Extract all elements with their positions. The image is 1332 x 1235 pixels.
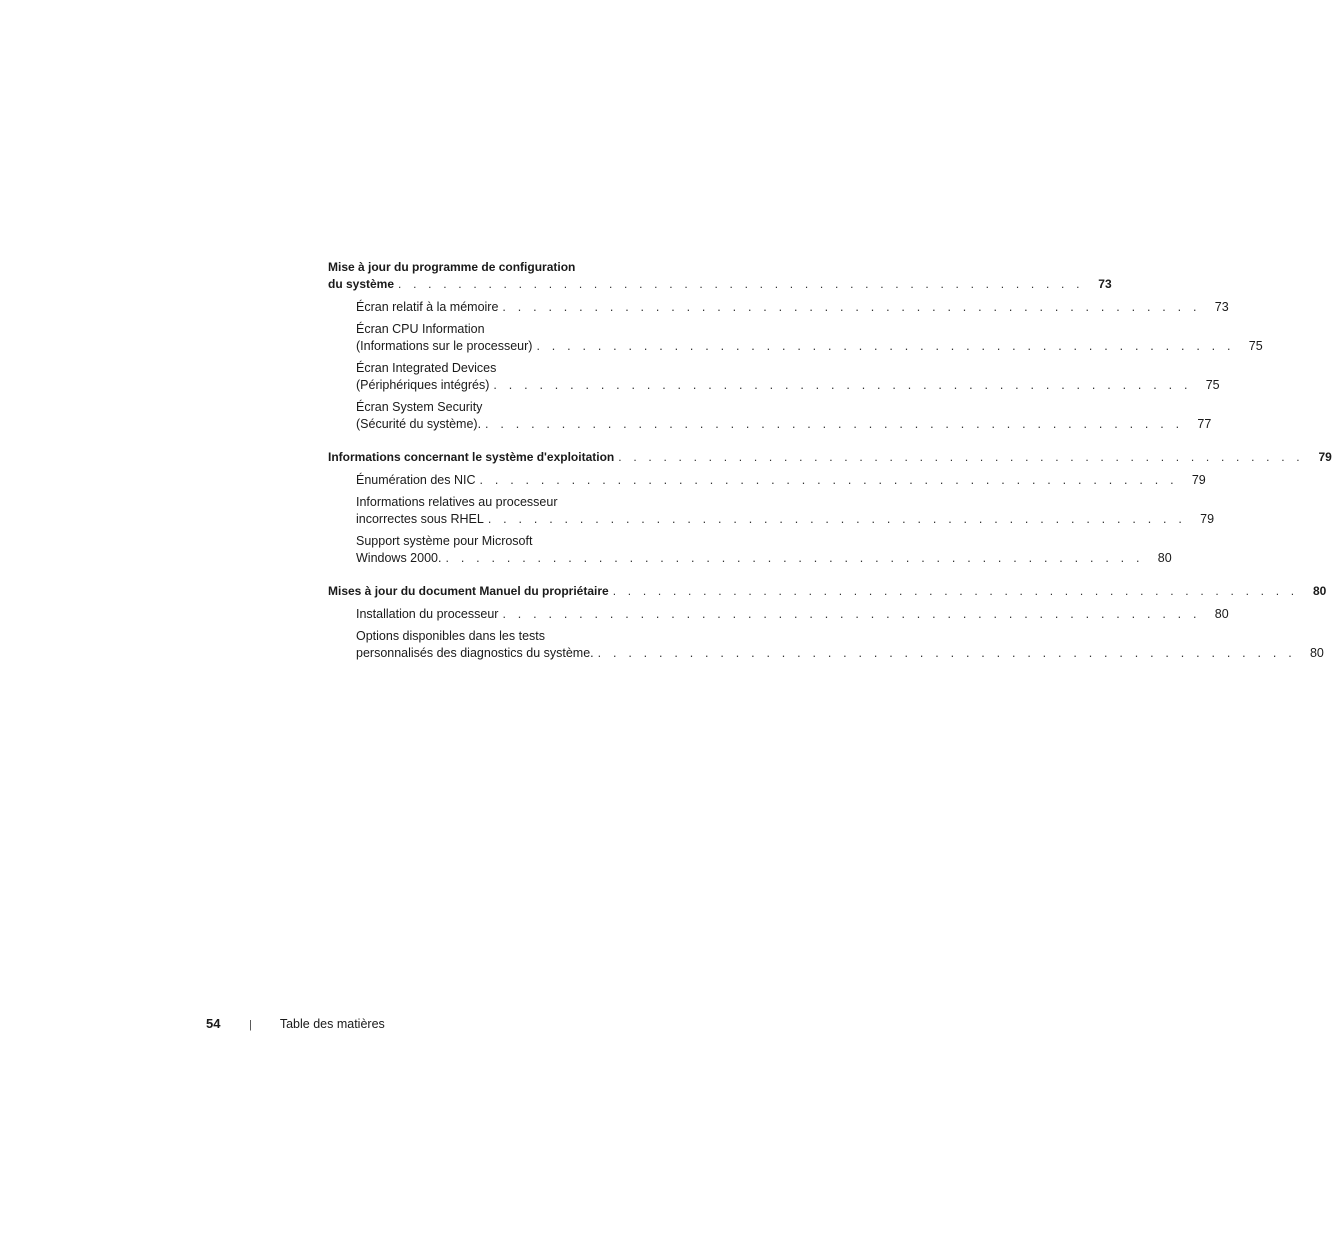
toc-entry-sub[interactable] bbox=[328, 360, 1220, 394]
toc-entry-sub[interactable] bbox=[328, 606, 1229, 623]
footer-title: Table des matières bbox=[279, 1017, 385, 1031]
footer-page-number: 54 bbox=[206, 1016, 221, 1031]
dot-leader: . . . . . . . . . . . . . . . . . . . . . . . . . . . . . . . . . . . . . . . . . . . . . . bbox=[536, 339, 1235, 353]
toc-entry-title: Windows 2000. bbox=[356, 551, 442, 565]
dot-leader: . . . . . . . . . . . . . . . . . . . . . . . . . . . . . . . . . . . . . . . . . . . . . . bbox=[612, 584, 1299, 598]
toc-page-number: 79 bbox=[1191, 473, 1206, 487]
dot-leader: . . . . . . . . . . . . . . . . . . . . . . . . . . . . . . . . . . . . . . . . . . . . . . bbox=[445, 551, 1144, 565]
toc-entry-main[interactable] bbox=[328, 259, 1112, 293]
toc-entry-sub[interactable] bbox=[328, 494, 1215, 528]
toc-entry-title-line1: Écran System Security bbox=[356, 400, 483, 414]
toc-page-number: 80 bbox=[1214, 607, 1229, 621]
toc-entry-title: incorrectes sous RHEL bbox=[356, 512, 484, 526]
toc-entry-title: du système bbox=[328, 277, 395, 291]
toc-page-number: 75 bbox=[1248, 339, 1263, 353]
dot-leader: . . . . . . . . . . . . . . . . . . . . . . . . . . . . . . . . . . . . . . . . . . . . . . bbox=[398, 277, 1084, 291]
toc-page-number: 73 bbox=[1214, 300, 1229, 314]
toc-entry-sub[interactable] bbox=[328, 321, 1263, 355]
page-footer bbox=[206, 1015, 385, 1034]
toc-entry-title-line1: Informations relatives au processeur bbox=[356, 495, 558, 509]
toc-entry-main[interactable] bbox=[328, 449, 1332, 466]
footer-separator: | bbox=[249, 1019, 252, 1031]
toc-entry-title: Énumération des NIC bbox=[356, 473, 476, 487]
toc-entry-title-line1: Support système pour Microsoft bbox=[356, 534, 533, 548]
dot-leader: . . . . . . . . . . . . . . . . . . . . . . . . . . . . . . . . . . . . . . . . . . . . . . bbox=[487, 512, 1187, 526]
toc-entry-title: Mises à jour du document Manuel du propriétaire bbox=[328, 584, 609, 598]
toc-entry-title: Écran relatif à la mémoire bbox=[356, 300, 499, 314]
toc-entry-title: (Périphériques intégrés) bbox=[356, 378, 490, 392]
toc-entry-title: Informations concernant le système d'exploitation bbox=[328, 450, 615, 464]
dot-leader: . . . . . . . . . . . . . . . . . . . . . . . . . . . . . . . . . . . . . . . . . . . . . . bbox=[485, 417, 1184, 431]
toc-entry-title: (Informations sur le processeur) bbox=[356, 339, 533, 353]
toc-page-number: 79 bbox=[1318, 450, 1332, 464]
toc-entry-title-line1: Écran CPU Information bbox=[356, 322, 485, 336]
toc-page-number: 73 bbox=[1098, 277, 1112, 291]
dot-leader: . . . . . . . . . . . . . . . . . . . . . . . . . . . . . . . . . . . . . . . . . . . . . . bbox=[479, 473, 1178, 487]
toc-entry-title-line1: Options disponibles dans les tests bbox=[356, 629, 545, 643]
dot-leader: . . . . . . . . . . . . . . . . . . . . . . . . . . . . . . . . . . . . . . . . . . . . . . bbox=[493, 378, 1192, 392]
toc-section bbox=[328, 449, 1332, 567]
toc-entry-sub[interactable] bbox=[328, 472, 1206, 489]
toc-page-number: 80 bbox=[1157, 551, 1172, 565]
toc-entry-title: Installation du processeur bbox=[356, 607, 499, 621]
toc-entry-title: personnalisés des diagnostics du système. bbox=[356, 646, 594, 660]
toc-entry-sub[interactable] bbox=[328, 628, 1324, 662]
table-of-contents bbox=[328, 259, 1332, 678]
toc-section bbox=[328, 259, 1263, 433]
toc-entry-sub[interactable] bbox=[328, 399, 1212, 433]
toc-section bbox=[328, 583, 1327, 662]
toc-entry-sub[interactable] bbox=[328, 299, 1229, 316]
toc-page-number: 77 bbox=[1197, 417, 1212, 431]
toc-entry-title-line1: Mise à jour du programme de configuration bbox=[328, 260, 576, 274]
toc-entry-sub[interactable] bbox=[328, 533, 1172, 567]
toc-entry-title-line1: Écran Integrated Devices bbox=[356, 361, 497, 375]
toc-page-number: 79 bbox=[1200, 512, 1215, 526]
toc-page-number: 80 bbox=[1312, 584, 1327, 598]
dot-leader: . . . . . . . . . . . . . . . . . . . . . . . . . . . . . . . . . . . . . . . . . . . . . . bbox=[502, 300, 1201, 314]
toc-entry-main[interactable] bbox=[328, 583, 1327, 600]
toc-page-number: 75 bbox=[1205, 378, 1220, 392]
dot-leader: . . . . . . . . . . . . . . . . . . . . . . . . . . . . . . . . . . . . . . . . . . . . . . bbox=[618, 450, 1304, 464]
toc-entry-title: (Sécurité du système). bbox=[356, 417, 482, 431]
dot-leader: . . . . . . . . . . . . . . . . . . . . . . . . . . . . . . . . . . . . . . . . . . . . . . bbox=[597, 646, 1296, 660]
dot-leader: . . . . . . . . . . . . . . . . . . . . . . . . . . . . . . . . . . . . . . . . . . . . . . bbox=[502, 607, 1201, 621]
toc-page-number: 80 bbox=[1309, 646, 1324, 660]
